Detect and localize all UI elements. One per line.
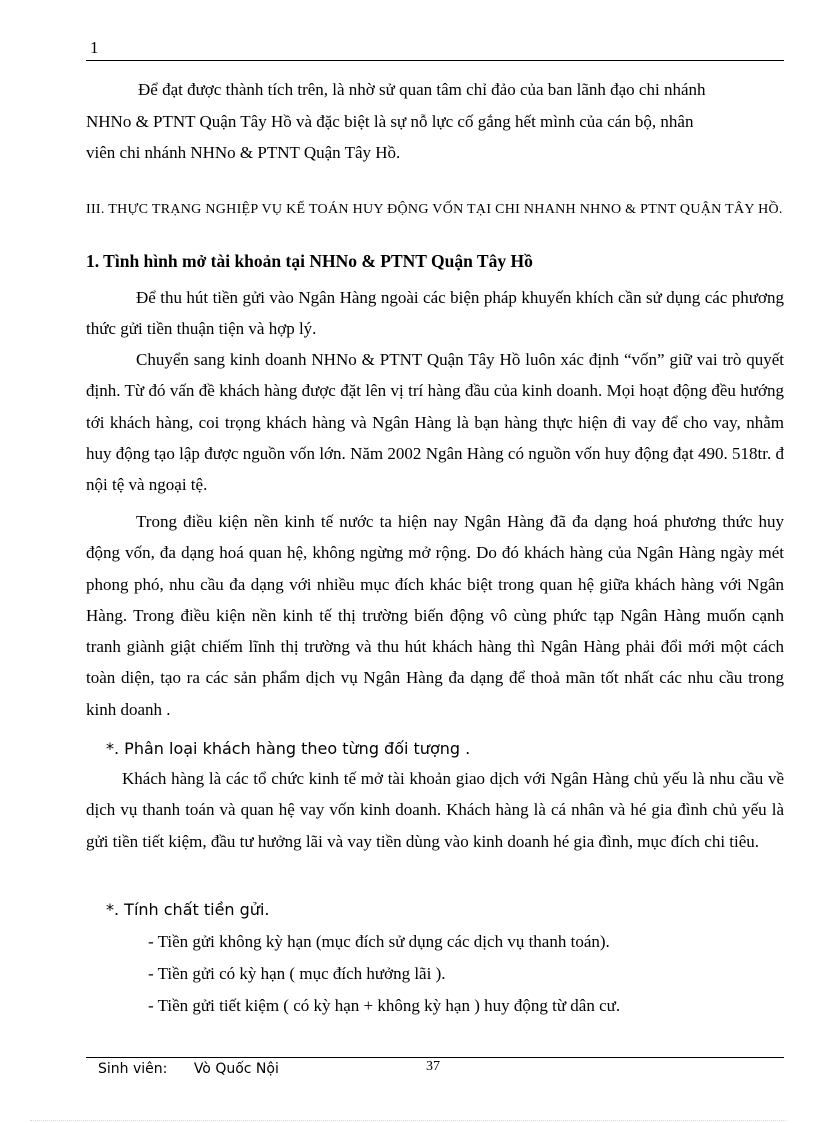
deposit-nature-label: *. Tính chất tiền gửi. <box>106 900 270 919</box>
header-divider <box>86 60 784 61</box>
student-label: Sinh viên: <box>98 1061 168 1077</box>
paragraph-customers: Khách hàng là các tổ chức kinh tế mở tài khoản giao dịch với Ngân Hàng chủ yếu là nhu cầu về dịch vụ thanh toán và quan hệ vay vốn kinh doanh. Khách hàng là cá nhân và hé gia đình chủ yếu là gửi tiền tiết kiệm, đầu tư hưởng lãi và vay tiền dùng vào kinh doanh hé gia đình, mục đích chi tiêu. <box>86 769 784 851</box>
customer-classification-label: *. Phân loại khách hàng theo từng đối tượng . <box>106 739 471 758</box>
section-title: III. THỰC TRẠNG NGHIỆP VỤ KẾ TOÁN HUY ĐỘNG VỐN TẠI CHI NHANH NHNO & PTNT QUẬN TÂY HỒ. <box>86 202 783 217</box>
intro-line-3: viên chi nhánh NHNo & PTNT Quận Tây Hồ. <box>86 143 401 162</box>
paragraph-market-conditions: Trong điều kiện nền kinh tế nước ta hiện nay Ngân Hàng đã đa dạng hoá phương thức huy động vốn, đa dạng hoá quan hệ, không ngừng mở rộng. Do đó khách hàng của Ngân Hàng ngày mét phong phó, nhu cầu đa dạng với nhiều mục đích khác biệt trong quan hệ giữa khách hàng với Ngân Hàng. Trong điều kiện nền kinh tế thị trường biến động vô cùng phức tạp Ngân Hàng muốn cạnh tranh giành giật chiếm lĩnh thị trường và thu hút khách hàng thì Ngân Hàng phải đổi mới một cách toàn diện, tạo ra các sản phẩm dịch vụ Ngân Hàng đa dạng để thoả mãn tốt nhất các nhu cầu trong kinh doanh . <box>86 512 784 719</box>
footer-divider <box>86 1057 784 1058</box>
paragraph-capital-role: Chuyển sang kinh doanh NHNo & PTNT Quận Tây Hồ luôn xác định “vốn” giữ vai trò quyết định. Từ đó vấn đề khách hàng được đặt lên vị trí hàng đầu của kinh doanh. Mọi hoạt động đều hướng tới khách hàng, coi trọng khách hàng và Ngân Hàng là bạn hàng thực hiện đi vay để cho vay, nhằm huy động tạo lập được nguồn vốn lớn. Năm 2002 Ngân Hàng có nguồn vốn huy động đạt 490. 518tr. đ nội tệ và ngoại tệ. <box>86 350 784 495</box>
list-item: - Tiền gửi không kỳ hạn (mục đích sử dụng các dịch vụ thanh toán). <box>148 932 610 951</box>
paragraph-deposit-methods: Để thu hút tiền gửi vào Ngân Hàng ngoài các biện pháp khuyến khích cần sử dụng các phương thức gửi tiền thuận tiện và hợp lý. <box>86 288 784 339</box>
intro-line-1: Để đạt được thành tích trên, là nhờ sử quan tâm chỉ đảo của ban lãnh đạo chi nhánh <box>138 80 706 99</box>
student-name: Vò Quốc Nội <box>193 1061 279 1077</box>
page-number: 37 <box>426 1059 440 1074</box>
list-item: - Tiền gửi tiết kiệm ( có kỳ hạn + không kỳ hạn ) huy động từ dân cư. <box>148 996 621 1015</box>
intro-paragraph <box>86 74 784 169</box>
subsection-heading: 1. Tình hình mở tài khoản tại NHNo & PTNT Quận Tây Hồ <box>86 251 533 271</box>
intro-line-2: NHNo & PTNT Quận Tây Hồ và đặc biệt là sự nỗ lực cố gắng hết mình của cán bộ, nhân <box>86 111 694 131</box>
page-edge-divider <box>30 1120 786 1121</box>
list-item: - Tiền gửi có kỳ hạn ( mục đích hưởng lãi ). <box>148 964 446 983</box>
footer-student <box>98 1061 279 1077</box>
page-marker: 1 <box>90 38 99 57</box>
